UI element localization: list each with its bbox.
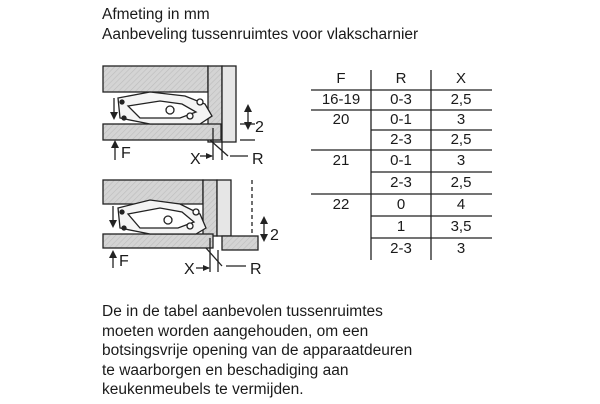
paragraph-line: keukenmeubels te vermijden. xyxy=(102,381,304,399)
cell-x: 2,5 xyxy=(450,91,472,108)
furniture-door-bottom xyxy=(217,180,231,236)
cell-r: 2-3 xyxy=(390,131,412,148)
furniture-panel-bottom xyxy=(222,236,258,250)
heading-dimensions: Afmeting in mm xyxy=(102,6,210,23)
cell-r: 0-1 xyxy=(390,152,412,169)
cell-x: 4 xyxy=(456,196,466,213)
header-r: R xyxy=(395,70,407,87)
paragraph-line: moeten worden aangehouden, om een xyxy=(102,322,369,340)
cell-r: 2-3 xyxy=(390,174,412,191)
bottom-dim-label: 2 xyxy=(270,227,279,244)
top-r-label: R xyxy=(252,151,264,168)
cell-x: 3 xyxy=(456,111,466,128)
cell-x: 3,5 xyxy=(450,218,472,235)
cell-f: 20 xyxy=(332,111,350,128)
cabinet-top-panel xyxy=(103,66,208,92)
header-f: F xyxy=(336,70,346,87)
bottom-f-label: F xyxy=(119,253,129,270)
cell-f: 16-19 xyxy=(321,91,361,108)
cell-r: 2-3 xyxy=(390,240,412,257)
top-f-label: F xyxy=(121,145,131,162)
cell-x: 3 xyxy=(456,152,466,169)
cabinet-bottom-panel-top xyxy=(103,124,221,140)
cell-f: 22 xyxy=(332,196,350,213)
cabinet-bottom-panel-bottom xyxy=(103,234,213,248)
cell-x: 2,5 xyxy=(450,174,472,191)
instruction-paragraph xyxy=(102,302,412,400)
top-dim-label: 2 xyxy=(255,119,264,136)
cell-f: 21 xyxy=(332,152,350,169)
cell-r: 0-1 xyxy=(390,111,412,128)
bottom-r-label: R xyxy=(250,261,262,278)
furniture-door-top xyxy=(222,66,236,142)
header-x: X xyxy=(455,70,466,87)
bottom-x-label: X xyxy=(184,261,195,278)
paragraph-line: De in de tabel aanbevolen tussenruimtes xyxy=(102,303,383,320)
top-x-label: X xyxy=(190,151,201,168)
cell-x: 2,5 xyxy=(450,131,472,148)
paragraph-line: te waarborgen en beschadiging aan xyxy=(102,361,349,379)
cell-r: 1 xyxy=(396,218,406,235)
heading-recommendation: Aanbeveling tussenruimtes voor vlakscharnier xyxy=(102,26,419,43)
paragraph-line: botsingsvrije opening van de apparaatdeuren xyxy=(102,342,413,360)
cell-r: 0-3 xyxy=(390,91,412,108)
cell-x: 3 xyxy=(456,240,466,257)
cell-r: 0 xyxy=(396,196,406,213)
